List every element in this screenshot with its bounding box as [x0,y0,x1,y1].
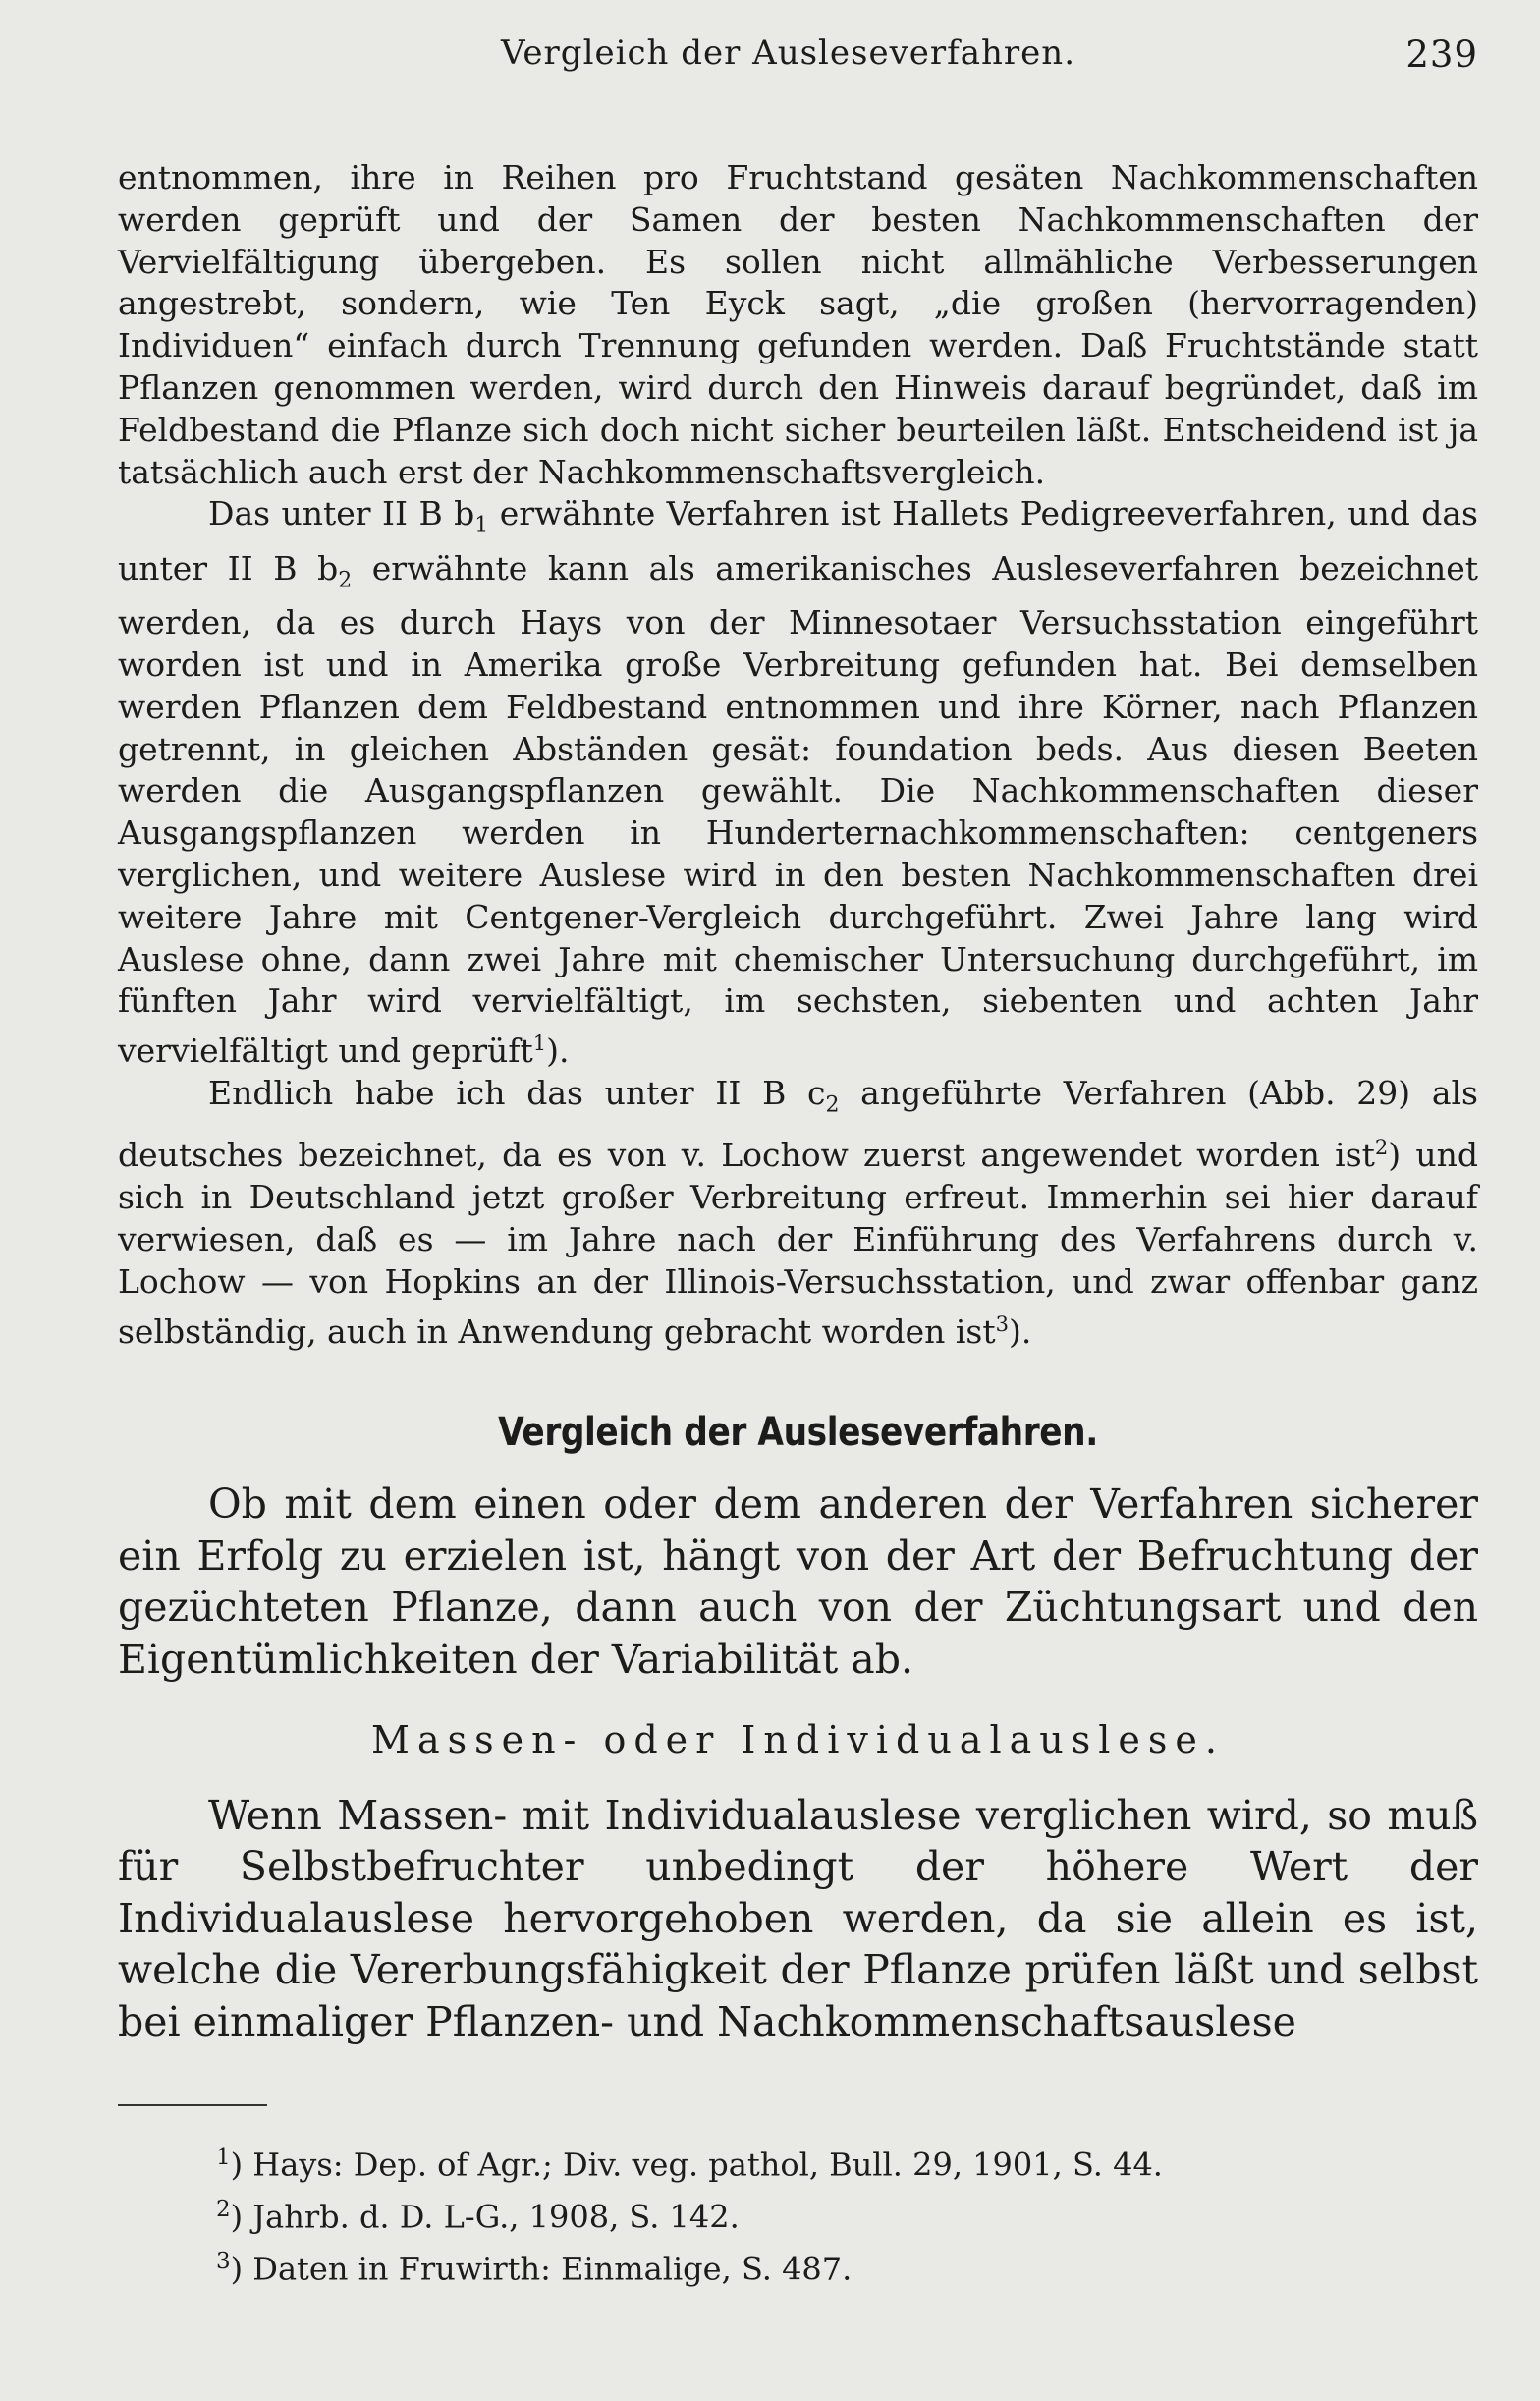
footnote-text: ) Daten in Fruwirth: Einmalige, S. 487. [230,2250,852,2288]
p2-text-b: erwähnte Verfahren ist Hallets Pedigreeverfahren, und das unter II B b [118,494,1478,587]
paragraph-pedigree [118,493,1478,1073]
footnote-1 [216,2136,1478,2188]
p3-subscript: 2 [825,1092,840,1118]
p3-text-a: Endlich habe ich das unter II B c [208,1073,826,1112]
p2-text-c: erwähnte kann als amerikanisches Ausleseverfahren bezeichnet werden, da es durch Hays von der Minnesotaer Versuchsstation eingeführt worden ist und in Amerika große Verbreitung gefunden hat. Bei demselben werden Pflanzen dem Feldbestand entnommen und ihre Körner, nach Pflanzen getrennt, in gleichen Abständen gesät: foundation beds. Aus diesen Beeten werden die Ausgangspflanzen gewählt. Die Nachkommenschaften dieser Ausgangspflanzen werden in Hunderternachkommenschaften: centgeners verglichen, und weitere Auslese wird in den besten Nachkommenschaften drei weitere Jahre mit Centgener-Vergleich durchgeführt. Zwei Jahre lang wird Auslese ohne, dann zwei Jahre mit chemischer Untersuchung durchgeführt, im fünften Jahr wird vervielfältigt, im sechsten, siebenten und achten Jahr vervielfältigt und geprüft [118,548,1478,1071]
p3-text-b: angeführte Verfahren (Abb. 29) als deutsches bezeichnet, da es von v. Lochow zuerst angewendet worden ist [118,1073,1478,1175]
subheading: Massen- oder Individualauslese. [371,1718,1225,1762]
main-section [118,1479,1478,2047]
footnote-number: 1 [216,2145,231,2171]
footnote-text: ) Jahrb. d. D. L-G., 1908, S. 142. [230,2198,740,2236]
paragraph-continuation: entnommen, ihre in Reihen pro Fruchtstand gesäten Nachkommenschaften werden geprüft und der Samen der besten Nachkommenschaften der Vervielfältigung übergeben. Es sollen nicht allmähliche Verbesserungen angestrebt, sondern, wie Ten Eyck sagt, „die großen (hervorragenden) Individuen“ einfach durch Trennung gefunden werden. Daß Fruchtstände statt Pflanzen genommen werden, wird durch den Hinweis darauf begründet, daß im Feldbestand die Pflanze sich doch nicht sicher beurteilen läßt. Entscheidend ist ja tatsächlich auch erst der Nachkommenschaftsvergleich. [118,158,1478,491]
page-number: 239 [1405,33,1478,76]
page-header [118,33,1478,90]
footnote-marker-3: 3 [995,1312,1009,1336]
footnote-text: ) Hays: Dep. of Agr.; Div. veg. pathol, Bull. 29, 1901, S. 44. [230,2146,1163,2184]
paragraph-german-method [118,1073,1478,1353]
footnote-marker-2: 2 [1374,1136,1389,1160]
paragraph-mass-selection: Wenn Massen- mit Individualauslese verglichen wird, so muß für Selbstbefruchter unbedingt der höhere Wert der Individualauslese hervorgehoben werden, da sie allein es ist, welche die Vererbungsfähigkeit der Pflanze prüfen läßt und selbst bei einmaliger Pflanzen- und Nachkommenschaftsauslese [118,1791,1478,2045]
paragraph-intro: Ob mit dem einen oder dem anderen der Verfahren sicherer ein Erfolg zu erzielen ist, hängt von der Art der Befruchtung der gezüchteten Pflanze, dann auch von der Züchtungsart und den Eigentümlichkeiten der Variabilität ab. [118,1480,1478,1683]
footnote-divider [118,2104,267,2106]
running-title: Vergleich der Ausleseverfahren. [501,33,1076,73]
p2-text-end: ). [546,1032,570,1071]
p2-text-a: Das unter II B b [208,494,475,533]
p2-subscript-1: 1 [474,513,489,538]
small-print-section [118,157,1478,1353]
footnote-3 [216,2240,1478,2292]
footnotes [216,2136,1478,2291]
footnote-2 [216,2188,1478,2240]
footnote-number: 3 [216,2248,231,2274]
footnote-marker-1: 1 [532,1032,547,1056]
p3-text-c: ) und sich in Deutschland jetzt großer Verbreitung erfreut. Immerhin sei hier darauf verwiesen, daß es — im Jahre nach der Einführung des Verfahrens durch v. Lochow — von Hopkins an der Illinois-Versuchsstation, und zwar offenbar ganz selbständig, auch in Anwendung gebracht worden ist [118,1136,1478,1351]
p3-text-end: ). [1009,1312,1032,1351]
footnote-number: 2 [216,2196,231,2222]
section-heading: Vergleich der Ausleseverfahren. [498,1410,1098,1456]
p2-subscript-2: 2 [338,568,353,593]
